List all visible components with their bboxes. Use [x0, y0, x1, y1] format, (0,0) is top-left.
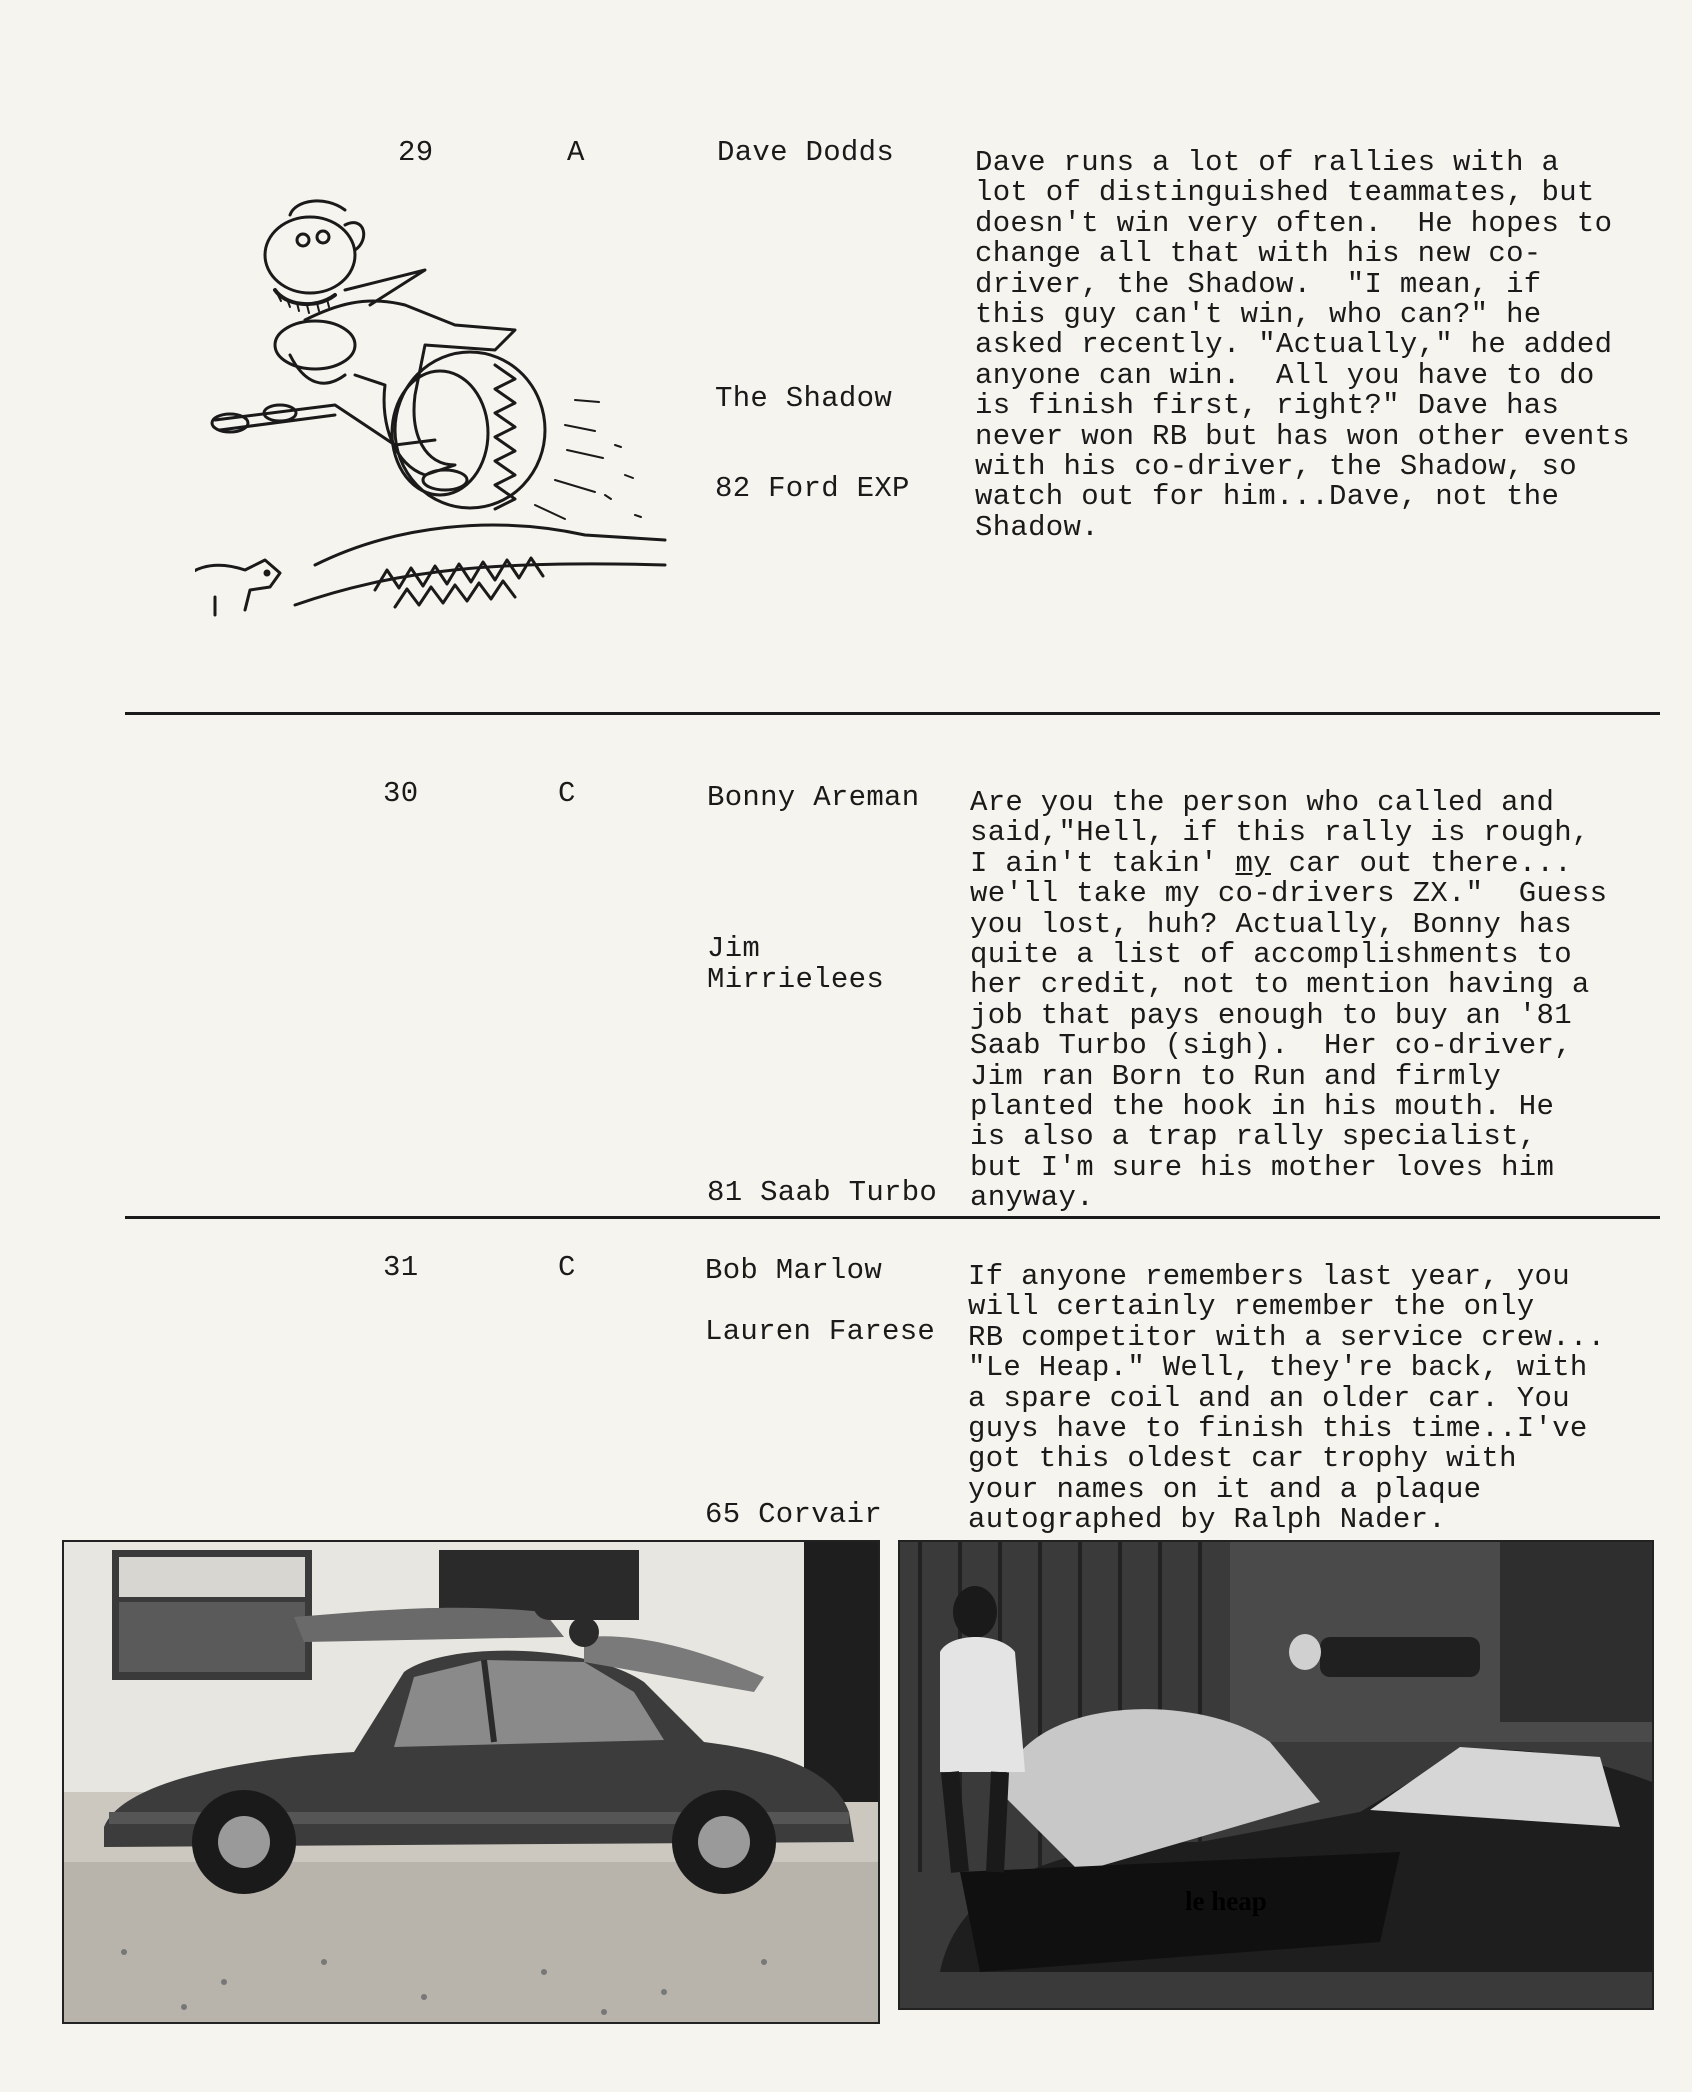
entry-31-number: 31 [383, 1251, 419, 1284]
description-line: a spare coil and an older car. You [968, 1381, 1570, 1415]
description-line: lot of distinguished teammates, but [975, 176, 1595, 210]
section-divider [125, 1216, 1660, 1219]
entry-31-class: C [558, 1251, 576, 1284]
description-line-with-underline [970, 846, 1607, 880]
description-line: RB competitor with a service crew... [968, 1320, 1606, 1354]
entry-30-driver: Bonny Areman [707, 781, 920, 814]
description-line: Dave runs a lot of rallies with a [975, 146, 1560, 179]
entry-30-class: C [558, 777, 576, 810]
entry-29-class: A [567, 136, 585, 169]
description-line-part: I ain't takin' [970, 846, 1236, 880]
entry-30-car: 81 Saab Turbo [707, 1176, 938, 1209]
description-line: is also a trap rally specialist, [970, 1120, 1537, 1154]
section-divider [125, 712, 1660, 715]
entry-29-codriver: The Shadow [715, 382, 893, 415]
description-line: watch out for him...Dave, not the [975, 480, 1560, 514]
description-line: doesn't win very often. He hopes to [975, 206, 1613, 240]
description-line: will certainly remember the only [968, 1290, 1535, 1324]
description-line: guys have to finish this time..I've [968, 1412, 1588, 1446]
car-side-label: le heap [1185, 1886, 1267, 1916]
entry-30-codriver-last: Mirrielees [707, 963, 885, 996]
entry-31-codriver: Lauren Farese [705, 1315, 936, 1348]
entry-29-number: 29 [398, 136, 434, 169]
photo-corvair-side-image [64, 1542, 878, 2022]
description-line: this guy can't win, who can?" he [975, 298, 1542, 332]
description-line: anyway. [970, 1181, 1094, 1215]
description-line: quite a list of accomplishments to [970, 938, 1572, 972]
entry-29-car: 82 Ford EXP [715, 472, 910, 505]
entry-29-description [975, 148, 1630, 543]
description-line: Are you the person who called and [970, 786, 1555, 819]
description-line: got this oldest car trophy with [968, 1442, 1517, 1476]
description-line: asked recently. "Actually," he added [975, 328, 1613, 362]
description-line: Saab Turbo (sigh). Her co-driver, [970, 1029, 1572, 1063]
description-line: but I'm sure his mother loves him [970, 1150, 1555, 1184]
entry-31-car: 65 Corvair [705, 1498, 883, 1531]
cartoon-driver-illustration [195, 195, 685, 625]
description-line: driver, the Shadow. "I mean, if [975, 267, 1542, 301]
underlined-word: my [1235, 846, 1271, 880]
entry-30-description [970, 788, 1607, 1214]
description-line: never won RB but has won other events [975, 419, 1631, 453]
entry-30-codriver-first: Jim [707, 932, 761, 965]
description-line: "Le Heap." Well, they're back, with [968, 1351, 1588, 1385]
description-line: job that pays enough to buy an '81 [970, 998, 1572, 1032]
description-line: is finish first, right?" Dave has [975, 389, 1560, 423]
description-line-part: car out there... [1270, 846, 1572, 880]
description-line: Jim ran Born to Run and firmly [970, 1059, 1502, 1093]
description-line: with his co-driver, the Shadow, so [975, 450, 1577, 484]
description-line: her credit, not to mention having a [970, 968, 1590, 1002]
photo-corvair-side [62, 1540, 880, 2024]
description-line: said,"Hell, if this rally is rough, [970, 816, 1590, 850]
description-line: autographed by Ralph Nader. [968, 1503, 1446, 1537]
description-line: planted the hook in his mouth. He [970, 1090, 1555, 1124]
description-line: If anyone remembers last year, you [968, 1260, 1570, 1293]
description-line: anyone can win. All you have to do [975, 358, 1595, 392]
description-line: change all that with his new co- [975, 237, 1542, 271]
entry-30-number: 30 [383, 777, 419, 810]
entry-31-driver: Bob Marlow [705, 1254, 883, 1287]
description-line: your names on it and a plaque [968, 1472, 1482, 1506]
description-line: Shadow. [975, 510, 1099, 544]
entry-31-description [968, 1262, 1605, 1536]
photo-le-heap-image [900, 1542, 1652, 2008]
description-line: you lost, huh? Actually, Bonny has [970, 907, 1572, 941]
description-line: we'll take my co-drivers ZX." Guess [970, 877, 1608, 911]
entry-29-driver: Dave Dodds [717, 136, 895, 169]
photo-le-heap [898, 1540, 1654, 2010]
